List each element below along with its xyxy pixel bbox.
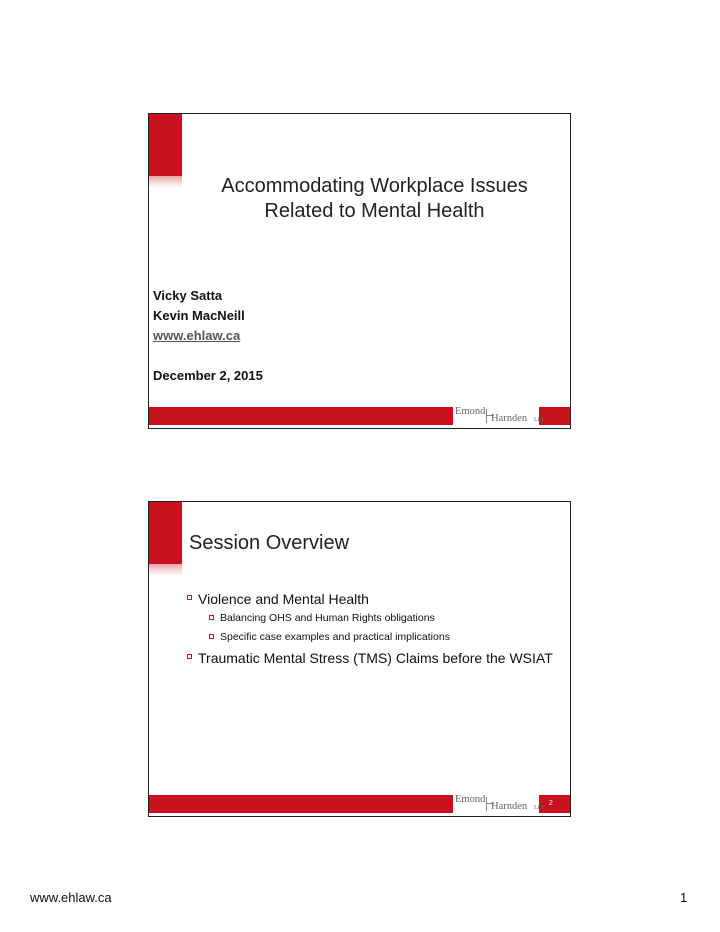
red-accent-fade [149, 176, 182, 188]
logo-word: Harnden [491, 413, 528, 424]
logo-suffix: LLP [534, 805, 545, 811]
red-accent-fade [149, 564, 182, 576]
presenter-info [153, 286, 263, 386]
page-number: 1 [680, 890, 688, 905]
bullet-item: Traumatic Mental Stress (TMS) Claims before the WSIAT [187, 649, 557, 667]
logo-word: Emond [455, 794, 486, 805]
firm-logo [453, 792, 545, 816]
bullet-square-icon [187, 654, 192, 659]
title-slide [148, 113, 571, 429]
title-line-2: Related to Mental Health [264, 200, 485, 222]
firm-logo [453, 404, 545, 428]
logo-suffix: LLP [534, 417, 545, 423]
logo-word: Emond [455, 406, 486, 417]
bullet-item: Violence and Mental Health [187, 590, 557, 608]
presenter-name: Vicky Satta [153, 288, 223, 303]
bullet-square-icon [187, 595, 192, 600]
bullet-list [187, 590, 557, 670]
slide-title [189, 174, 560, 224]
sub-bullet-item: Balancing OHS and Human Rights obligations [209, 611, 557, 625]
presentation-date: December 2, 2015 [153, 368, 263, 383]
bullet-square-icon [209, 634, 214, 639]
red-accent-tab [149, 502, 182, 564]
presenter-name: Kevin MacNeill [153, 308, 245, 323]
slide-number: 2 [549, 800, 553, 807]
slide-title: Session Overview [189, 532, 350, 554]
page-footer-website: www.ehlaw.ca [30, 890, 112, 905]
sub-bullet-item: Specific case examples and practical implications [209, 630, 557, 644]
red-accent-tab [149, 114, 182, 176]
overview-slide [148, 501, 571, 817]
logo-word: Harnden [491, 801, 528, 812]
bullet-square-icon [209, 615, 214, 620]
title-line-1: Accommodating Workplace Issues [221, 175, 528, 197]
website-link[interactable]: www.ehlaw.ca [153, 328, 241, 343]
